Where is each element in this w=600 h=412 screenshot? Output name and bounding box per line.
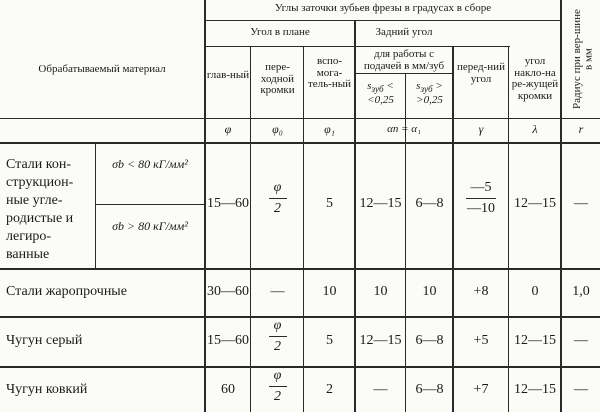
row-steel-transition-num: φ <box>273 180 282 195</box>
row-malleable-rear2: 6—8 <box>415 382 444 397</box>
feed-lt-s: s <box>367 80 372 92</box>
rule <box>250 46 251 412</box>
row-heat-aux: 10 <box>322 284 337 299</box>
row-steel-transition-den: 2 <box>274 201 281 216</box>
row-grey-radius: — <box>574 333 588 348</box>
rule <box>0 142 600 144</box>
row-grey-main: 15—60 <box>207 333 249 348</box>
row-grey-rear1: 12—15 <box>359 333 402 348</box>
header-auxiliary: вспо-мога-тель-ный <box>307 55 352 91</box>
row-malleable-transition-den: 2 <box>274 389 281 404</box>
feed-gt-sub: зуб <box>420 84 433 95</box>
row-steel-front-den: —10 <box>467 201 495 216</box>
fraction-bar <box>466 198 496 199</box>
row-grey-incline: 12—15 <box>514 333 556 348</box>
row-heat-rear1: 10 <box>373 284 388 299</box>
row-grey-rear2: 6—8 <box>415 333 444 348</box>
sym-phi: φ <box>224 122 232 136</box>
rule <box>303 46 304 412</box>
sym-gamma: γ <box>478 122 484 136</box>
row-malleable-aux: 2 <box>326 382 333 397</box>
sym-phi1: φ₁ <box>324 122 335 136</box>
header-main: глав-ный <box>206 69 250 81</box>
header-feed-lt <box>356 81 405 106</box>
row-steel-name: Стали кон-струкцион-ные угле-родистые и легиро-ванные <box>6 157 74 262</box>
header-transition: пере-ходной кромки <box>260 61 295 97</box>
row-malleable-main: 60 <box>221 382 235 397</box>
feed-lt-val: <0,25 <box>367 93 394 106</box>
sym-phi0: φ₀ <box>272 122 283 136</box>
header-group-title: Углы заточки зубьев фрезы в градусах в сборе <box>274 2 492 14</box>
row-malleable-transition <box>252 368 303 405</box>
fraction-bar <box>269 198 287 199</box>
row-grey-transition <box>252 318 303 355</box>
header-rear-feed: для работы с подачей в мм/зуб <box>363 48 445 72</box>
feed-lt-sub: зуб <box>371 84 384 95</box>
header-front: перед-ний угол <box>457 61 505 85</box>
row-heat-main: 30—60 <box>207 284 249 299</box>
rule <box>95 142 96 268</box>
row-grey-aux: 5 <box>326 333 333 348</box>
row-steel-cond2: σb > 80 кГ/мм² <box>112 219 188 233</box>
row-grey-front: +5 <box>473 333 489 348</box>
row-steel-cond1: σb < 80 кГ/мм² <box>112 157 188 171</box>
row-steel-radius: — <box>574 196 588 211</box>
rule <box>354 20 356 412</box>
header-incline: угол накло-на ре-жущей кромки <box>511 55 559 102</box>
rule <box>452 46 454 412</box>
row-heat-incline: 0 <box>531 284 539 299</box>
row-malleable-incline: 12—15 <box>514 382 556 397</box>
row-malleable-radius: — <box>574 382 588 397</box>
feed-gt-val: >0,25 <box>416 93 443 106</box>
row-malleable-front: +7 <box>473 382 489 397</box>
row-steel-front <box>454 180 508 217</box>
header-material: Обрабатываемый материал <box>38 63 166 75</box>
sym-r: r <box>578 122 584 136</box>
row-steel-main: 15—60 <box>207 196 249 211</box>
row-heat-name: Стали жаропрочные <box>6 284 127 299</box>
row-steel-front-num: —5 <box>470 180 492 195</box>
row-steel-incline: 12—15 <box>514 196 556 211</box>
row-grey-transition-num: φ <box>273 318 282 333</box>
feed-lt-op: < <box>386 80 394 92</box>
rule <box>95 204 205 205</box>
rule <box>355 73 452 74</box>
rule <box>508 46 509 412</box>
row-steel-transition <box>252 180 303 217</box>
sym-lambda: λ <box>532 122 538 136</box>
rule <box>0 118 600 119</box>
row-malleable-name: Чугун ковкий <box>6 382 88 397</box>
row-grey-transition-den: 2 <box>274 339 281 354</box>
header-rear-angle: Задний угол <box>375 26 433 38</box>
rule <box>0 268 600 270</box>
feed-gt-s: s <box>416 80 421 92</box>
row-heat-transition: — <box>270 284 285 299</box>
row-heat-front: +8 <box>473 284 489 299</box>
feed-gt-op: > <box>435 80 443 92</box>
fraction-bar <box>269 336 287 337</box>
row-steel-rear2: 6—8 <box>415 196 444 211</box>
sym-alpha: αп = α₁ <box>387 123 421 135</box>
row-heat-radius: 1,0 <box>572 284 590 299</box>
header-feed-gt <box>407 81 452 106</box>
rule <box>205 20 560 21</box>
row-malleable-rear1: — <box>373 382 388 397</box>
header-radius: Радиус при вер-шине в мм <box>571 9 595 109</box>
row-steel-aux: 5 <box>326 196 333 211</box>
row-grey-name: Чугун серый <box>6 333 83 348</box>
row-malleable-transition-num: φ <box>273 368 282 383</box>
row-heat-rear2: 10 <box>422 284 437 299</box>
header-plan-angle: Угол в плане <box>250 26 310 38</box>
fraction-bar <box>269 386 287 387</box>
row-steel-rear1: 12—15 <box>359 196 402 211</box>
